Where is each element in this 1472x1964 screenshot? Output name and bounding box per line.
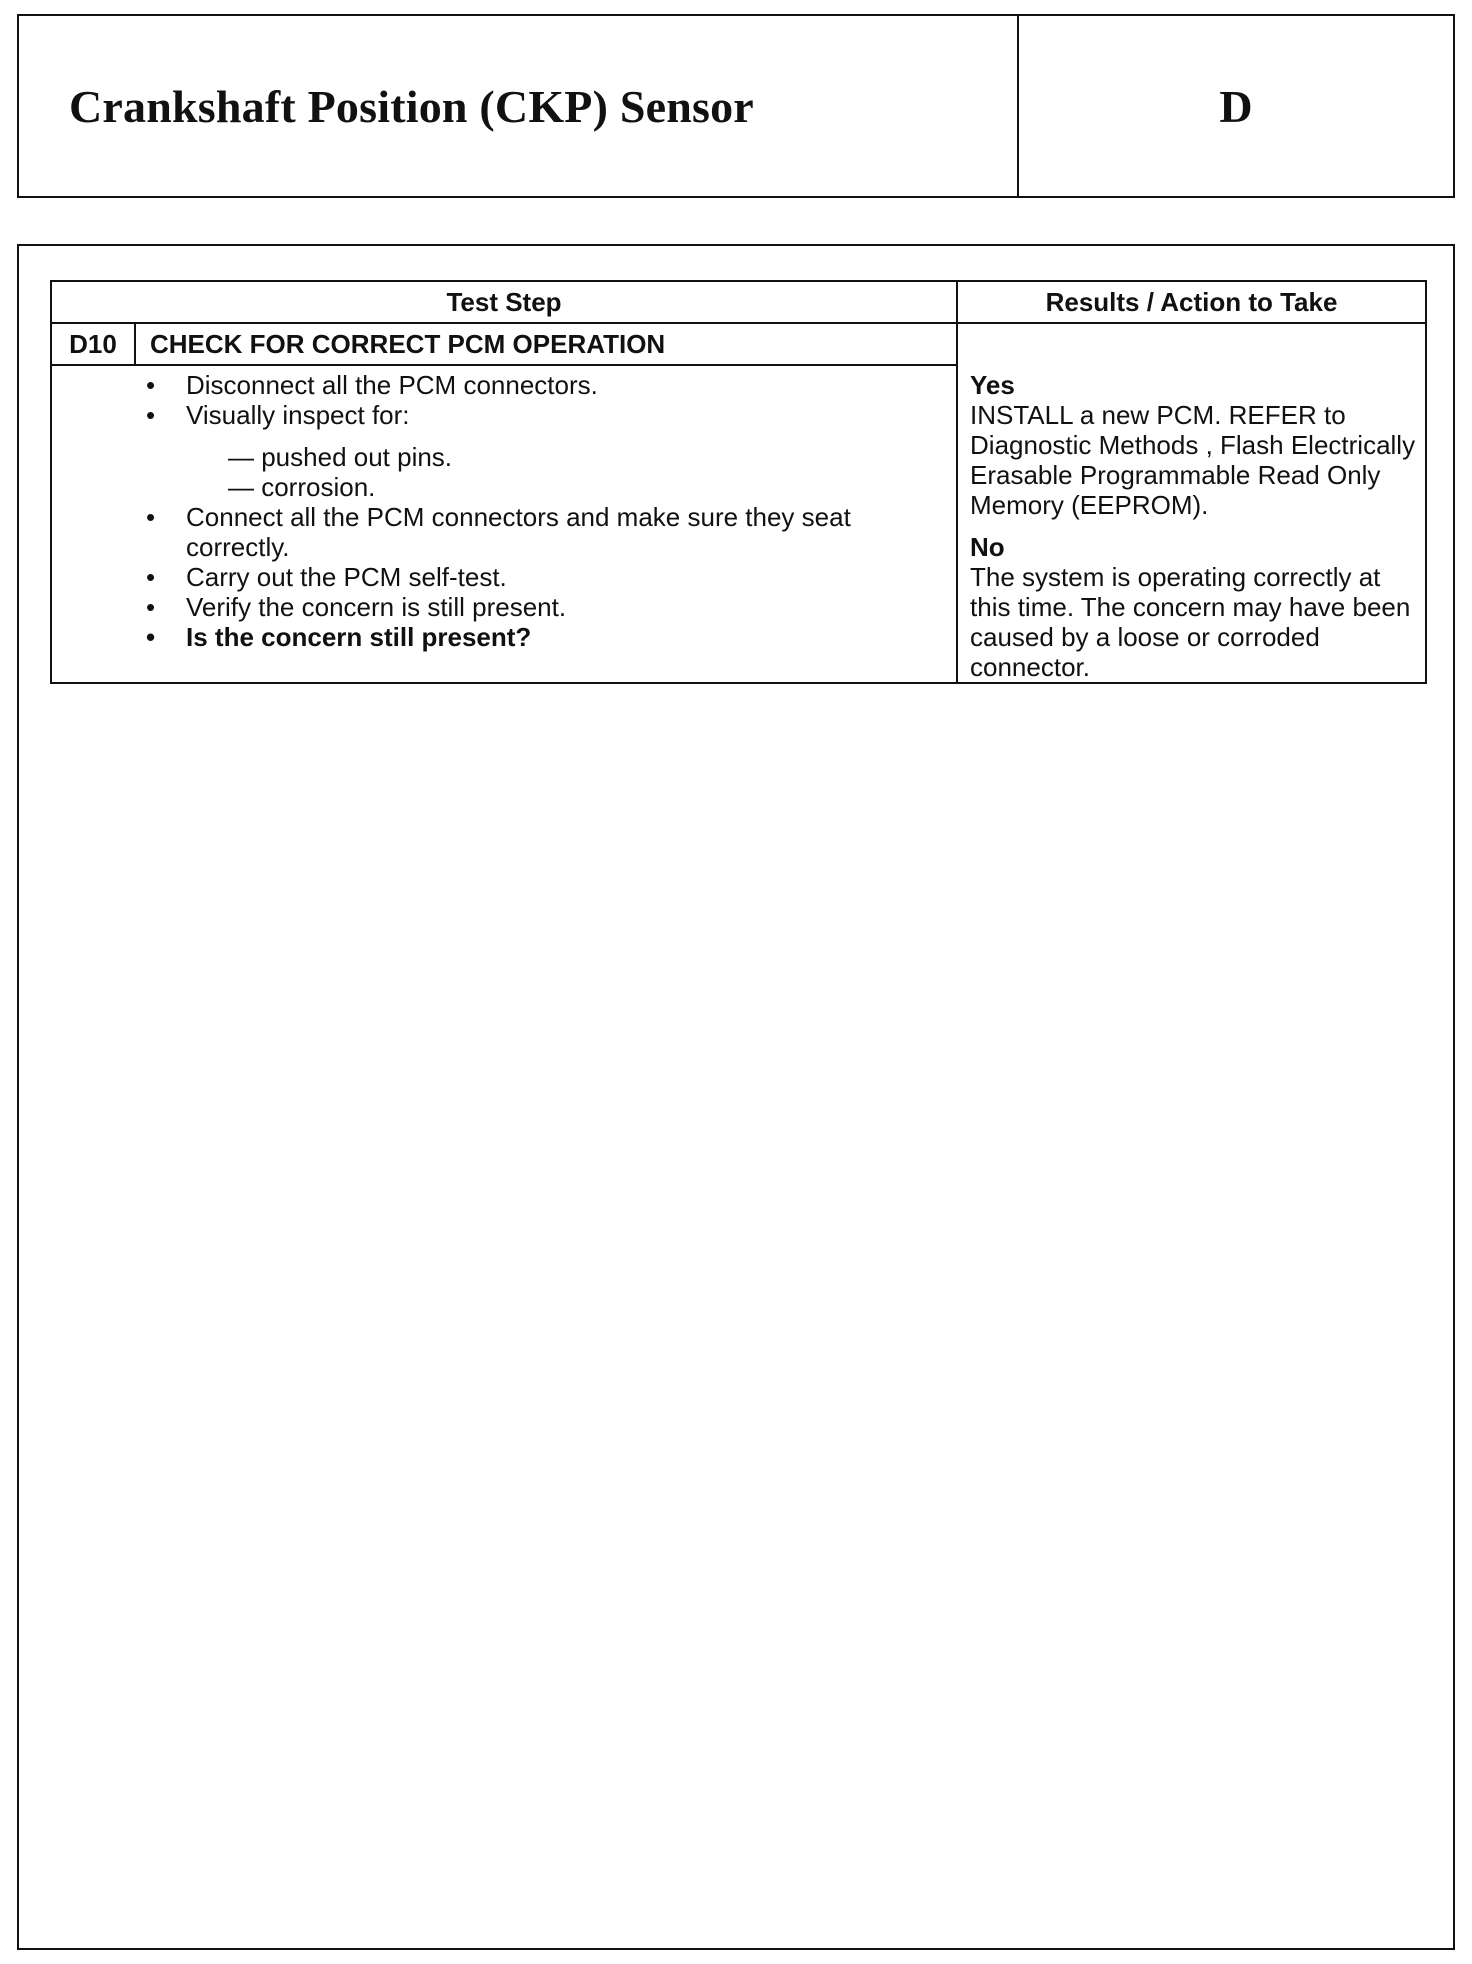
step-id: D10	[51, 323, 135, 365]
result-yes-text: INSTALL a new PCM. REFER to Diagnostic Methods , Flash Electrically Erasable Programmable Read Only Memory (EEPROM).	[970, 400, 1416, 520]
results-cell	[957, 323, 1426, 683]
result-no-label: No	[970, 532, 1005, 562]
bullet-icon: •	[146, 562, 156, 592]
list-item	[144, 592, 946, 622]
steps-cell	[51, 365, 957, 683]
list-item	[144, 400, 946, 502]
step-list	[144, 370, 946, 652]
inspection-sub-list	[186, 442, 946, 502]
table-header-row	[51, 281, 1426, 323]
list-item	[144, 562, 946, 592]
list-item	[144, 370, 946, 400]
step-text: Carry out the PCM self-test.	[186, 562, 507, 592]
bullet-icon: •	[146, 502, 156, 532]
bullet-icon: •	[146, 370, 156, 400]
bullet-icon: •	[146, 592, 156, 622]
column-header-test-step: Test Step	[51, 281, 957, 323]
column-header-results: Results / Action to Take	[957, 281, 1426, 323]
step-question: Is the concern still present?	[186, 622, 532, 652]
result-no-text: The system is operating correctly at this time. The concern may have been caused by a loose or corroded connector.	[970, 562, 1411, 682]
step-title: CHECK FOR CORRECT PCM OPERATION	[135, 323, 957, 365]
list-item	[144, 622, 946, 652]
header-title-cell	[19, 16, 1019, 196]
page-header	[17, 14, 1455, 198]
page-title: Crankshaft Position (CKP) Sensor	[69, 80, 754, 132]
step-text: Disconnect all the PCM connectors.	[186, 370, 598, 400]
bullet-icon: •	[146, 622, 156, 652]
content-panel	[17, 244, 1455, 1950]
bullet-icon: •	[146, 400, 156, 430]
test-step-table	[50, 280, 1427, 684]
result-yes-label: Yes	[970, 370, 1015, 400]
step-text: Connect all the PCM connectors and make sure they seat correctly.	[186, 502, 851, 562]
sub-list-item: — pushed out pins.	[228, 442, 453, 472]
list-item	[144, 502, 946, 562]
step-text: Visually inspect for:	[186, 400, 410, 430]
section-code: D	[1219, 80, 1253, 132]
header-code-cell	[1019, 16, 1453, 196]
sub-list-item: — corrosion.	[228, 472, 376, 502]
step-title-row	[51, 323, 1426, 365]
step-text: Verify the concern is still present.	[186, 592, 567, 622]
